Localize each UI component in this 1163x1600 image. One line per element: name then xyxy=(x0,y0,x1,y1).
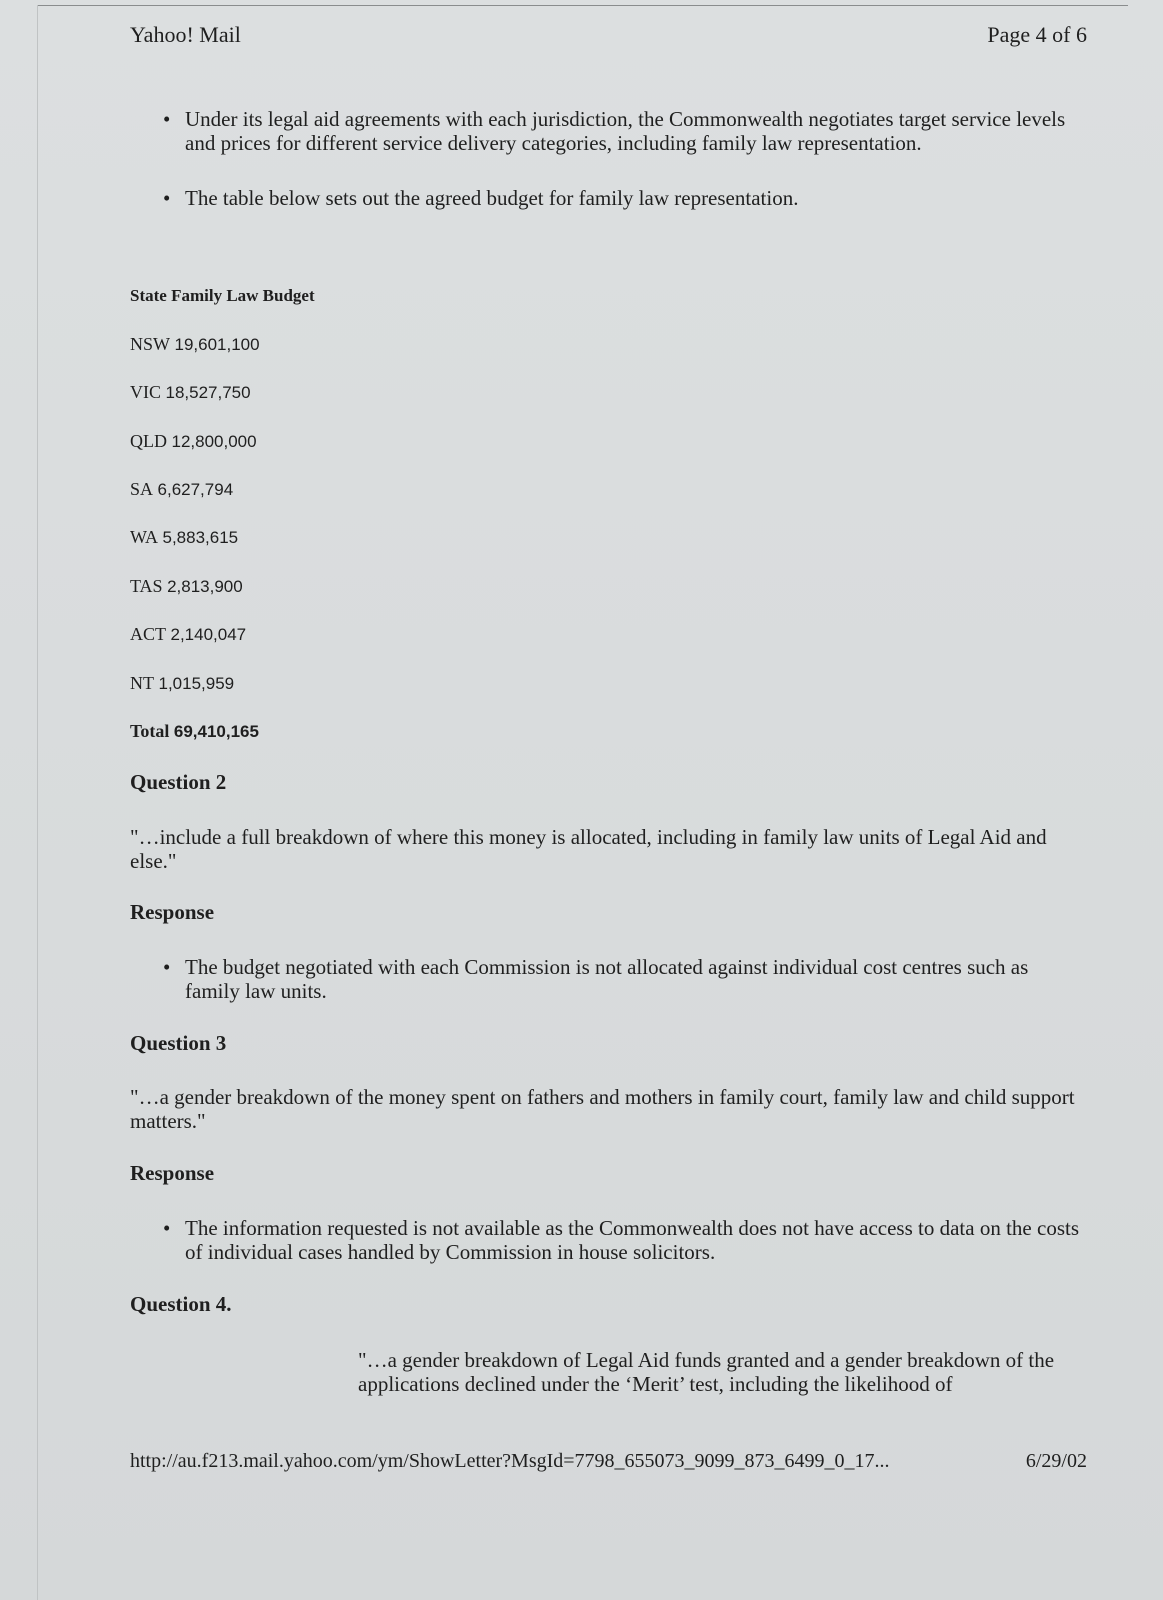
page-left-edge xyxy=(37,5,38,1600)
intro-bullet-1: • Under its legal aid agreements with each jurisdiction, the Commonwealth negotiates target service levels and prices for different service delivery categories, including family law representation. xyxy=(185,107,1085,155)
budget-total-row xyxy=(130,721,259,742)
budget-row xyxy=(130,431,257,452)
question-3-quote: "…a gender breakdown of the money spent on fathers and mothers in family court, family law and child support matters." xyxy=(130,1085,1075,1133)
budget-row xyxy=(130,479,233,500)
budget-state: NSW xyxy=(130,334,170,354)
question-2-quote: "…include a full breakdown of where this money is allocated, including in family law units of Legal Aid and else." xyxy=(130,825,1047,873)
budget-amount: 5,883,615 xyxy=(162,528,239,547)
question-2-response-heading: Response xyxy=(130,900,215,924)
budget-row xyxy=(130,624,246,645)
budget-state: VIC xyxy=(130,382,161,402)
header-page-indicator: Page 4 of 6 xyxy=(987,22,1087,47)
intro-bullet-2: • The table below sets out the agreed budget for family law representation. xyxy=(185,186,1085,210)
question-4-quote: "…a gender breakdown of Legal Aid funds granted and a gender breakdown of the applications declined under the ‘Merit’ test, including the likelihood of xyxy=(358,1348,1055,1396)
footer-url: http://au.f213.mail.yahoo.com/ym/ShowLetter?MsgId=7798_655073_9099_873_6499_0_17... xyxy=(130,1450,890,1472)
budget-title: State Family Law Budget xyxy=(130,286,315,305)
budget-state: NT xyxy=(130,673,154,693)
budget-amount: 6,627,794 xyxy=(157,480,234,499)
budget-amount: 12,800,000 xyxy=(171,432,257,451)
budget-amount: 18,527,750 xyxy=(165,383,251,402)
budget-amount: 2,813,900 xyxy=(167,577,243,596)
budget-state: QLD xyxy=(130,431,167,451)
budget-total-amount: 69,410,165 xyxy=(173,722,259,741)
budget-row xyxy=(130,382,251,403)
budget-state: TAS xyxy=(130,576,163,596)
question-4-heading: Question 4. xyxy=(130,1292,232,1316)
budget-state: ACT xyxy=(130,624,166,644)
question-2-response-bullet: • The budget negotiated with each Commission is not allocated against individual cost centres such as family law units. xyxy=(185,955,1085,1003)
question-3-response-bullet: • The information requested is not available as the Commonwealth does not have access to data on the costs of individual cases handled by Commission in house solicitors. xyxy=(185,1216,1085,1264)
budget-row xyxy=(130,334,260,355)
budget-row xyxy=(130,673,234,694)
page-top-border xyxy=(38,5,1128,6)
budget-row xyxy=(130,576,243,597)
question-3-response-heading: Response xyxy=(130,1161,215,1185)
footer-date: 6/29/02 xyxy=(1025,1450,1087,1472)
budget-state: WA xyxy=(130,527,158,547)
budget-total-label: Total xyxy=(130,721,170,741)
budget-amount: 19,601,100 xyxy=(174,335,260,354)
budget-row xyxy=(130,527,238,548)
question-3-heading: Question 3 xyxy=(130,1031,227,1055)
budget-amount: 2,140,047 xyxy=(170,625,247,644)
budget-state: SA xyxy=(130,479,154,499)
budget-amount: 1,015,959 xyxy=(158,674,235,693)
question-2-heading: Question 2 xyxy=(130,770,227,794)
header-app-title: Yahoo! Mail xyxy=(130,22,241,47)
